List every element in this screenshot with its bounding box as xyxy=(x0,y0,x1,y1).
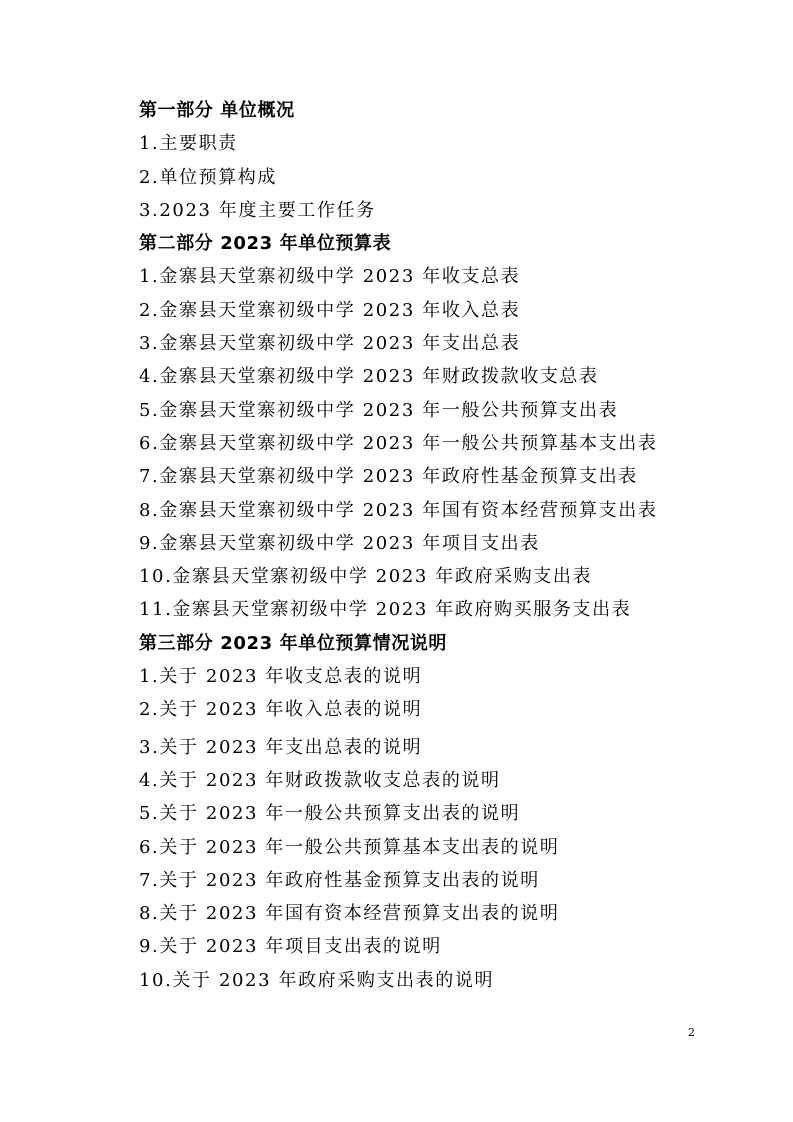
toc-item: 11.金寨县天堂寨初级中学 2023 年政府购买服务支出表 xyxy=(139,599,632,621)
toc-section-heading: 第一部分 单位概况 xyxy=(139,100,295,121)
toc-item: 7.金寨县天堂寨初级中学 2023 年政府性基金预算支出表 xyxy=(139,466,638,488)
toc-item: 1.主要职责 xyxy=(139,133,238,155)
toc-item: 6.金寨县天堂寨初级中学 2023 年一般公共预算基本支出表 xyxy=(139,432,658,454)
toc-item: 3.关于 2023 年支出总表的说明 xyxy=(139,736,423,758)
toc-item: 2.单位预算构成 xyxy=(139,166,277,188)
toc-section-heading: 第三部分 2023 年单位预算情况说明 xyxy=(139,632,448,654)
toc-item: 5.关于 2023 年一般公共预算支出表的说明 xyxy=(139,803,521,825)
toc-section-heading: 第二部分 2023 年单位预算表 xyxy=(139,233,392,255)
toc-item: 8.关于 2023 年国有资本经营预算支出表的说明 xyxy=(139,903,560,925)
toc-item: 1.金寨县天堂寨初级中学 2023 年收支总表 xyxy=(139,266,521,288)
toc-item: 9.金寨县天堂寨初级中学 2023 年项目支出表 xyxy=(139,532,540,554)
toc-item: 3.金寨县天堂寨初级中学 2023 年支出总表 xyxy=(139,333,521,355)
toc-item: 10.金寨县天堂寨初级中学 2023 年政府采购支出表 xyxy=(139,566,593,588)
table-of-contents xyxy=(139,94,759,997)
toc-item: 4.关于 2023 年财政拨款收支总表的说明 xyxy=(139,769,501,791)
toc-item: 7.关于 2023 年政府性基金预算支出表的说明 xyxy=(139,869,540,891)
toc-item: 5.金寨县天堂寨初级中学 2023 年一般公共预算支出表 xyxy=(139,399,619,421)
toc-item: 6.关于 2023 年一般公共预算基本支出表的说明 xyxy=(139,836,560,858)
toc-item: 2.关于 2023 年收入总表的说明 xyxy=(139,699,423,721)
toc-item: 1.关于 2023 年收支总表的说明 xyxy=(139,666,423,688)
toc-item: 2.金寨县天堂寨初级中学 2023 年收入总表 xyxy=(139,299,521,321)
toc-item: 8.金寨县天堂寨初级中学 2023 年国有资本经营预算支出表 xyxy=(139,499,658,521)
toc-item: 3.2023 年度主要工作任务 xyxy=(139,199,376,221)
toc-item: 4.金寨县天堂寨初级中学 2023 年财政拨款收支总表 xyxy=(139,366,599,388)
toc-item: 10.关于 2023 年政府采购支出表的说明 xyxy=(139,969,495,991)
toc-item: 9.关于 2023 年项目支出表的说明 xyxy=(139,936,442,958)
page-number: 2 xyxy=(688,1026,695,1039)
